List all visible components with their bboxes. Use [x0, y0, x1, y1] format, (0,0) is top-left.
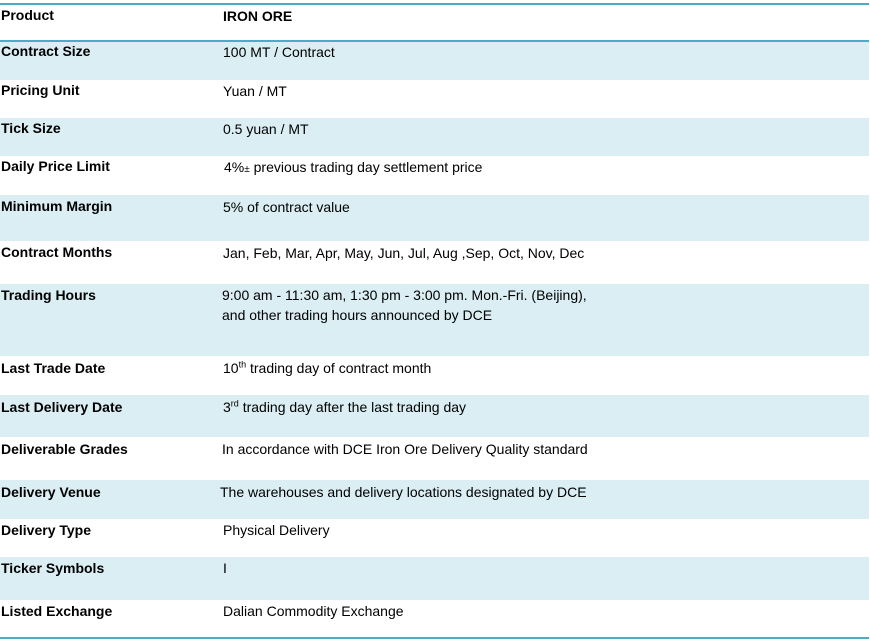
- table-row: [0, 356, 869, 395]
- table-row: [0, 519, 869, 557]
- row-label: Contract Size: [1, 43, 91, 59]
- row-label: Trading Hours: [1, 287, 96, 303]
- table-header-row: [0, 5, 869, 40]
- value-number: 10: [223, 360, 239, 376]
- row-label: Ticker Symbols: [1, 560, 105, 576]
- row-value: 100 MT / Contract: [223, 44, 335, 60]
- ordinal-suffix: rd: [230, 398, 239, 409]
- plus-minus-symbol: ±: [244, 164, 250, 175]
- table-row: [0, 480, 869, 519]
- bottom-rule: [0, 637, 869, 639]
- table-row: [0, 241, 869, 284]
- row-label: Deliverable Grades: [1, 441, 128, 457]
- row-label: Last Delivery Date: [1, 399, 123, 415]
- table-row: [0, 195, 869, 241]
- row-value: [224, 157, 482, 180]
- table-row: [0, 80, 869, 118]
- row-value: 0.5 yuan / MT: [223, 121, 309, 137]
- table-row: [0, 118, 869, 156]
- table-row: [0, 42, 869, 80]
- row-value: Dalian Commodity Exchange: [223, 603, 404, 619]
- row-label: Daily Price Limit: [1, 158, 110, 174]
- row-value: The warehouses and delivery locations designated by DCE: [220, 484, 587, 500]
- row-value: I: [223, 560, 227, 576]
- row-value: Physical Delivery: [223, 522, 330, 538]
- row-label: Minimum Margin: [1, 198, 113, 214]
- value-part: trading day after the last trading day: [238, 399, 467, 415]
- row-label: Pricing Unit: [1, 82, 80, 98]
- row-label: Last Trade Date: [1, 360, 106, 376]
- row-value-line-2: and other trading hours announced by DCE: [222, 307, 493, 323]
- row-value: Yuan / MT: [223, 83, 287, 99]
- row-label: Tick Size: [1, 120, 61, 136]
- row-value: [223, 358, 431, 378]
- value-part: 4%: [224, 159, 245, 175]
- table-row: [0, 156, 869, 195]
- row-value: 5% of contract value: [223, 199, 350, 215]
- row-label: Listed Exchange: [1, 603, 113, 619]
- table-row: [0, 600, 869, 637]
- row-label: Delivery Type: [1, 522, 92, 538]
- value-part: trading day of contract month: [246, 360, 432, 376]
- ordinal-suffix: th: [238, 359, 247, 370]
- table-row: [0, 284, 869, 356]
- row-value: [223, 397, 466, 417]
- header-value: IRON ORE: [223, 8, 293, 24]
- row-value-line-1: 9:00 am - 11:30 am, 1:30 pm - 3:00 pm. Mon.-Fri. (Beijing),: [222, 287, 587, 303]
- row-value: Jan, Feb, Mar, Apr, May, Jun, Jul, Aug ,Sep, Oct, Nov, Dec: [223, 245, 585, 261]
- table-row: [0, 395, 869, 437]
- row-label: Delivery Venue: [1, 484, 101, 500]
- value-part: previous trading day settlement price: [249, 159, 483, 175]
- value-number: 3: [223, 399, 231, 415]
- row-value: In accordance with DCE Iron Ore Delivery Quality standard: [222, 441, 588, 457]
- table-row: [0, 437, 869, 480]
- table-row: [0, 557, 869, 600]
- header-label: Product: [1, 7, 54, 23]
- row-label: Contract Months: [1, 244, 113, 260]
